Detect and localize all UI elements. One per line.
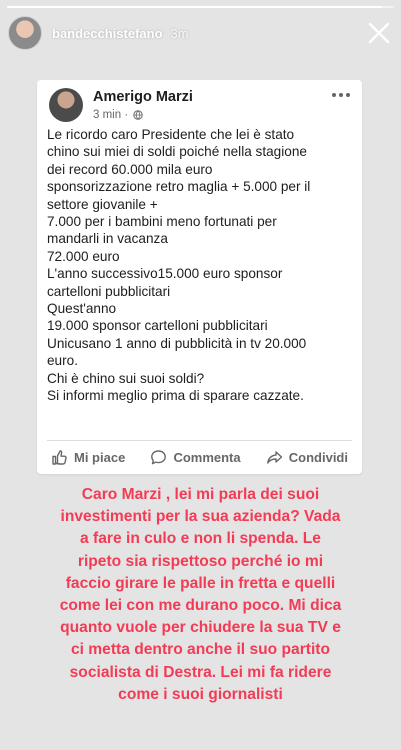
story-caption [18,484,383,706]
like-label: Mi piace [74,449,126,465]
post-line: Chi è chino sui suoi soldi? [47,370,205,386]
comment-icon [150,449,167,466]
story-header [8,16,393,50]
caption-line: faccio girare le palle in fretta e quelli [65,574,336,592]
close-icon [365,19,393,47]
story-time: 3m [170,25,189,41]
post-body [47,126,353,405]
post-meta [93,109,143,121]
more-options-icon [332,92,350,98]
post-line: Unicusano 1 anno di pubblicità in tv 20.000 [47,335,307,351]
caption-line: Caro Marzi , lei mi parla dei suoi [81,486,320,503]
post-line: 7.000 per i bambini meno fortunati per [47,214,277,230]
post-line: 72.000 euro [47,248,120,264]
post-author-name: Amerigo Marzi [93,89,193,105]
caption-line: come lei con me durano poco. Mi dica [59,597,342,615]
caption-line: investimenti per la sua azienda? Vada [60,508,341,526]
post-line: Si informi meglio prima di sparare cazzate. [47,388,304,404]
story-progress-bar [7,6,394,8]
avatar[interactable] [8,16,42,50]
caption-line: quanto vuole per chiudere la sua TV e [60,619,341,637]
post-author-avatar [49,88,83,122]
post-line: L'anno successivo15.000 euro sponsor [47,266,283,282]
story-progress-fill [7,6,382,8]
globe-icon [133,110,143,120]
post-line: settore giovanile + [47,196,158,212]
post-line: dei record 60.000 mila euro [47,161,213,177]
post-line: cartelloni pubblicitari [47,283,171,299]
post-line: mandarli in vacanza [47,231,168,247]
caption-line: ripeto sia rispettoso perché io mi [77,552,324,570]
share-icon [266,449,283,466]
post-line: chino sui miei di soldi poiché nella stagione [47,144,307,160]
comment-action [146,449,244,466]
caption-line: a fare in culo e non li spenda. Le [80,530,321,548]
comment-label: Commenta [173,449,241,465]
caption-line: come i suoi giornalisti [118,685,283,703]
post-line: Le ricordo caro Presidente che lei è stato [47,127,295,142]
post-divider [47,440,352,441]
caption-line: ci metta dentro anche il suo partito [70,641,331,659]
facebook-post-screenshot [37,80,362,474]
caption-line: socialista di Destra. Lei mi fa ridere [69,663,332,681]
post-line: sponsorizzazione retro maglia + 5.000 per il [47,179,311,195]
post-line: euro. [47,353,78,369]
post-time: 3 min · [93,109,129,121]
story-username[interactable]: bandecchistefano [52,25,163,41]
post-line: Quest'anno [47,301,117,317]
thumbs-up-icon [51,449,68,466]
like-action [47,449,129,466]
close-button[interactable] [365,19,393,47]
post-line: 19.000 sponsor cartelloni pubblicitari [47,318,268,334]
share-action [262,449,352,466]
post-action-bar [47,442,352,472]
share-label: Condividi [288,449,348,465]
